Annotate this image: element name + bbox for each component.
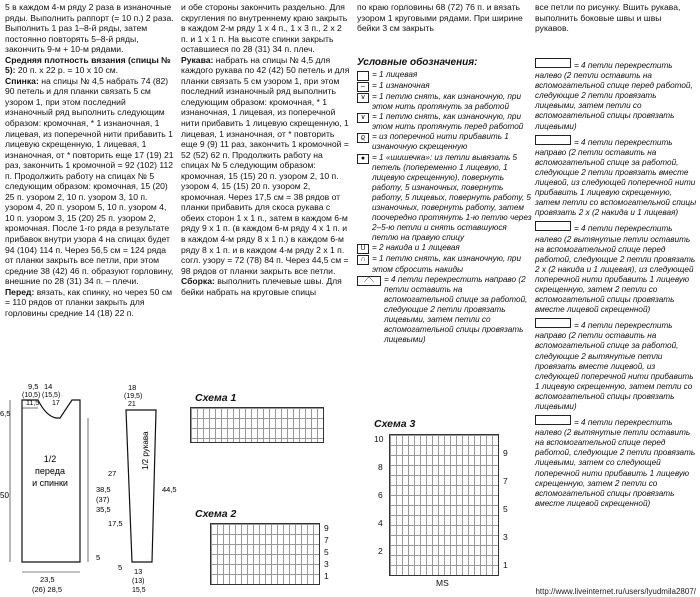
front-heading: Перед: — [5, 286, 35, 297]
drop-yarnover-symbol-icon: ∩ — [357, 255, 369, 265]
schema-2-row: 5 — [324, 547, 329, 557]
legend-item — [357, 92, 532, 112]
cable-right-inc-symbol-icon — [535, 135, 571, 145]
cable-left-symbol-icon — [535, 58, 571, 68]
legend-text: = 1 изнаночная — [372, 81, 430, 90]
legend-cable-item — [535, 134, 697, 219]
schema-3-row-left: 10 — [374, 434, 384, 444]
pattern-sleeve-diagram — [108, 380, 188, 597]
schema-2-row: 3 — [324, 559, 329, 569]
back-text: на спицы № 4,5 набрать 74 (82) 90 петель и для планки связать 5 см узором 1, при этом последний изнаночный ряд выполнить следующим образом: кромочная, * 1 изнаночная, 1 лицевая, из поперечной нити прибавить 1 лицевую скрещенную, 1 лицевая, 1 изнаночная, от * повторить еще 17 (19) 21 раз, закончить 1 кромочной = 92 (102) 112 п. Продолжить работу на спицах № 5 следующим образом: кромочная, 15 (20) 25 п. узором 2, 10 п. узором 3, 10 п. узором 4, 20 п. узором 5, 10 п. узором 4, 10 п. узором 3, 15 (20) 25 п. узором 2, кромочная. После 1-го ряда в результате прибавок внутри узора 4 на спицах будет 94 (104) 114 п. Через 56,5 см = 124 ряда от планки закрыть все петли, при этом средние 38 (42) 46 п. образуют горловину, внешние по 28 (31) 34 п. – плечи. — [5, 75, 174, 287]
assembly-text: выполнить плечевые швы. Для бейки набрать на круговые спицы — [181, 276, 342, 297]
schema-3-row-left: 4 — [378, 518, 383, 528]
schema-3-row-left: 6 — [378, 490, 383, 500]
slip-front-symbol-icon: ∨ — [357, 113, 369, 123]
legend-item — [357, 275, 532, 346]
schema-3-row-right: 9 — [503, 448, 508, 458]
sleeve-label: 1/2 рукава — [141, 431, 150, 470]
dim-right-2: (37) — [96, 495, 110, 504]
front-paragraph — [5, 287, 175, 319]
legend-text: = 1 петлю снять, как изнаночную, при этом сбросить накиды — [372, 254, 522, 274]
dim-top-2: 14 — [44, 382, 53, 391]
yarnover-symbol-icon: U — [357, 244, 369, 254]
legend-cable-item — [535, 414, 697, 509]
dim-top-3: (10,5) — [22, 392, 41, 399]
legend-item — [357, 132, 532, 152]
legend-item — [357, 81, 532, 92]
schema-1-title: Схема 1 — [195, 392, 237, 404]
dim-top-4: (15,5) — [42, 392, 61, 399]
sleeve-dim-top-2: (19,5) — [124, 393, 143, 400]
cable-left-dec-symbol-icon — [535, 415, 571, 425]
sleeve-dim-left-2: 17,5 — [108, 519, 123, 528]
instructions-col-2 — [181, 2, 351, 297]
schema-3-grid — [389, 434, 499, 576]
gauge-heading: Средняя плотность вязания (спицы № 5): — [5, 54, 171, 76]
watermark-url: http://www.liveinternet.ru/users/lyudmila2807/ — [535, 587, 696, 596]
legend-text: = 1 петлю снять, как изнаночную, при этом нить протянуть перед работой — [372, 112, 524, 132]
sleeve-dim-bottom-1: 13 — [134, 567, 143, 576]
front-text: вязать, как спинку, но через 50 см = 110 рядов от планки закрыть для горловины средние 14 (18) 22 п. — [5, 286, 173, 318]
legend-cables — [535, 57, 697, 511]
schema-3-title: Схема 3 — [374, 418, 416, 430]
legend-item — [357, 243, 532, 254]
dim-top-1: 9,5 — [28, 382, 39, 391]
legend-item — [357, 153, 532, 244]
schema-2-grid — [210, 523, 320, 585]
legend-text: = 4 петли перекрестить налево (2 петли оставить на вспомогательной спице перед работой, следующие 2 петли провязать лицевыми, затем петли со вспомогательной спицы провязать лицевыми) — [535, 61, 693, 131]
legend-item — [357, 112, 532, 132]
legend-item — [357, 254, 532, 274]
legend-text: = 4 петли перекрестить налево (2 вытянутые петли оставить на вспомогательной спице перед работой, следующие 2 петли провязать лицевыми, затем со следующей поперечной нити прибавить 1 лицевую скрещенную, затем 2 петли со вспомогательной спицы провязать вместе лицевой скрещенной) — [535, 418, 696, 508]
legend-text: = 2 накида и 1 лицевая — [372, 243, 460, 253]
bobble-symbol-icon: ● — [357, 154, 369, 164]
schema-3-row-left: 2 — [378, 546, 383, 556]
legend-text: = 4 петли перекрестить налево (2 вытянутые петли оставить на вспомогательной спице перед работой, следующие 2 петли провязать 2 x (2 накида и 1 лицевая), из следующей поперечной нити прибавить 1 лицевую скрещенную, затем 2 петли со вспомогательной спицы провязать вместе лицевой скрещенной) — [535, 224, 696, 315]
assembly-heading: Сборка: — [181, 276, 215, 287]
intro-text: 5 в каждом 4-м ряду 2 раза в изнаночные ряды. Выполнить раппорт (= 10 п.) 2 раза. Выполнить 1 раз 1–8-й ряды, затем постоянно повторять 5–8-й ряды, закончить 9-м + 10-м рядами. — [5, 2, 174, 55]
legend-item — [357, 70, 532, 81]
schema-2-row: 7 — [324, 535, 329, 545]
schema-1-grid — [190, 407, 324, 443]
back-label-line-1: 1/2 — [43, 454, 57, 464]
legend-cable-item — [535, 220, 697, 315]
back-heading: Спинка: — [5, 75, 39, 86]
cable-right-symbol-icon: ⟋⟍ — [357, 276, 381, 286]
gauge-paragraph — [5, 55, 175, 76]
schema-3-row-right: 3 — [503, 532, 508, 542]
schema-2-title: Схема 2 — [195, 508, 237, 520]
dim-side: 5 — [96, 553, 101, 562]
dim-left-2: 50 — [0, 491, 9, 500]
legend-text: = 1 лицевая — [372, 70, 418, 79]
dim-bottom-2: (26) 28,5 — [32, 585, 63, 594]
sleeve-dim-top-3: 21 — [128, 401, 136, 408]
schema-3-row-left: 8 — [378, 462, 383, 472]
dim-left-1: 6,5 — [0, 409, 11, 418]
schema-2-row: 9 — [324, 523, 329, 533]
back-paragraph — [5, 76, 175, 287]
sleeve-dim-right: 44,5 — [162, 485, 177, 494]
dim-right-3: 35,5 — [96, 505, 111, 514]
sleeve-dim-top-1: 18 — [128, 383, 137, 392]
schema-3-row-right: 1 — [503, 560, 508, 570]
schema-2-row: 1 — [324, 571, 329, 581]
back-label-line-3: и спинки — [32, 478, 68, 488]
cable-left-inc-symbol-icon — [535, 221, 571, 231]
instructions-col-1 — [5, 2, 175, 318]
legend-title: Условные обозначения: — [357, 57, 478, 68]
dim-top-5: 11,5 — [26, 400, 40, 407]
dim-top-6: 17 — [52, 400, 60, 407]
sleeve-heading: Рукава: — [181, 54, 214, 65]
instructions-col-4 — [535, 2, 697, 34]
band-text: по краю горловины 68 (72) 76 п. и вязать узором 1 круговыми рядами. При ширине бейки 3 см закрыть — [357, 2, 523, 34]
sleeve-dim-bottom-2: (13) — [132, 578, 145, 585]
schema-3-ms-label: MS — [436, 578, 449, 588]
knit-symbol-icon — [357, 71, 369, 81]
schema-3-row-right: 7 — [503, 476, 508, 486]
gauge-text: 20 п. x 22 р. = 10 x 10 см. — [15, 65, 119, 76]
neck-text: и обе стороны закончить раздельно. Для скругления по внутреннему краю закрыть в каждом 2-м ряду 1 x 4 п., 1 x 3 п., 2 x 2 п. и 1 x 1 п. На высоте спинки закрыть оставшиеся по 28 (31) 34 п. плеч. — [181, 2, 348, 55]
legend-text: = 1 петлю снять, как изнаночную, при этом нить протянуть за работой — [372, 92, 522, 112]
dim-bottom-1: 23,5 — [40, 575, 55, 584]
purl-symbol-icon: – — [357, 82, 369, 92]
legend-cable-item — [535, 317, 697, 412]
legend-text: = из поперечной нити прибавить 1 изнаночную скрещенную — [372, 132, 509, 152]
sleeve-dim-bottom-3: 15,5 — [132, 587, 146, 594]
sleeve-dim-side: 5 — [118, 563, 123, 572]
legend-text: = 4 петли перекрестить направо (2 петли оставить на вспомогательной спице за работой, следующие 2 вытянутые петли провязать вместе лицевой, из следующей поперечной нити прибавить 1 лицевую скрещенную, затем петли со вспомогательной спицы провязать лицевыми) — [535, 321, 694, 411]
legend — [357, 57, 532, 345]
instructions-col-3 — [357, 2, 530, 34]
sleeve-paragraph — [181, 55, 351, 276]
legend-text: = 4 петли перекрестить направо (2 петли оставить на вспомогательной спице за работой, следующие 2 петли провязать лицевыми, затем петли со вспомогательной спицы провязать лицевыми) — [384, 274, 528, 345]
schema-3-row-right: 5 — [503, 504, 508, 514]
sleeve-text: набрать на спицы № 4,5 для каждого рукава по 42 (42) 50 петель и для планки связать 5 см узором 1, при этом последний изнаночный ряд выполнить следующим образом: кромочная, * 1 изнаночная, 1 лицевая, из поперечной нити прибавить 1 лицевую скрещенную, 1 лицевая, 1 изнаночная, от * повторить еще 9 (9) 11 раз, закончить 1 кромочной = 52 (52) 62 п. Продолжить работу на спицах № 5 следующим образом: кромочная, 15 (15) 20 п. узором 2, 10 п. узором 4, 15 (15) 20 п. узором 2, кромочная. Через 17,5 см = 38 рядов от планки прибавить для скоса рукава с обеих сторон 1 x 1 п., затем в каждом 6-м ряду 9 x 1 п. (в каждом 6-м ряду 4 x 1 п. и в каждом 4-м ряду 8 x 1 п.) в каждом 6-м ряду 8 x 1 п. и в каждом 4-м ряду 2 x 1 п. согл. узору = 72 (78) 84 п. Через 44,5 см = 98 рядов от планки закрыть все петли. — [181, 54, 350, 276]
finish-text: все петли по рисунку. Вшить рукава, выполнить боковые швы и швы рукавов. — [535, 2, 681, 34]
sleeve-dim-left-1: 27 — [108, 469, 117, 478]
legend-cable-item — [535, 57, 697, 132]
legend-text: = 4 петли перекрестить направо (2 петли оставить на вспомогательной спице за работой, следующие 2 петли провязать вместе лицевой, из следующей поперечной нити прибавить 1 лицевую скрещенную, затем петли со вспомогательной спицы провязать 2 x (2 накида и 1 лицевая) — [535, 137, 697, 218]
increase-symbol-icon: ϱ — [357, 133, 369, 143]
legend-text: = 1 «шишечка»: из петли вывязать 5 петель (попеременно 1 лицевую, 1 лицевую скрещенную), повернуть работу, 5 изнаночных, повернуть работу, 5 лицевых, повернуть работу, 5 изнаночных, повернуть работу, затем поочередно протянуть 1-ю петлю через 2–5-ю петли и снять оставшуюся петлю на правую спицу — [372, 152, 532, 243]
assembly-paragraph — [181, 276, 351, 297]
slip-back-symbol-icon: ∨ — [357, 93, 369, 103]
dim-right-1: 38,5 — [96, 485, 111, 494]
back-label: переда — [35, 466, 65, 476]
cable-right-dec-symbol-icon — [535, 318, 571, 328]
